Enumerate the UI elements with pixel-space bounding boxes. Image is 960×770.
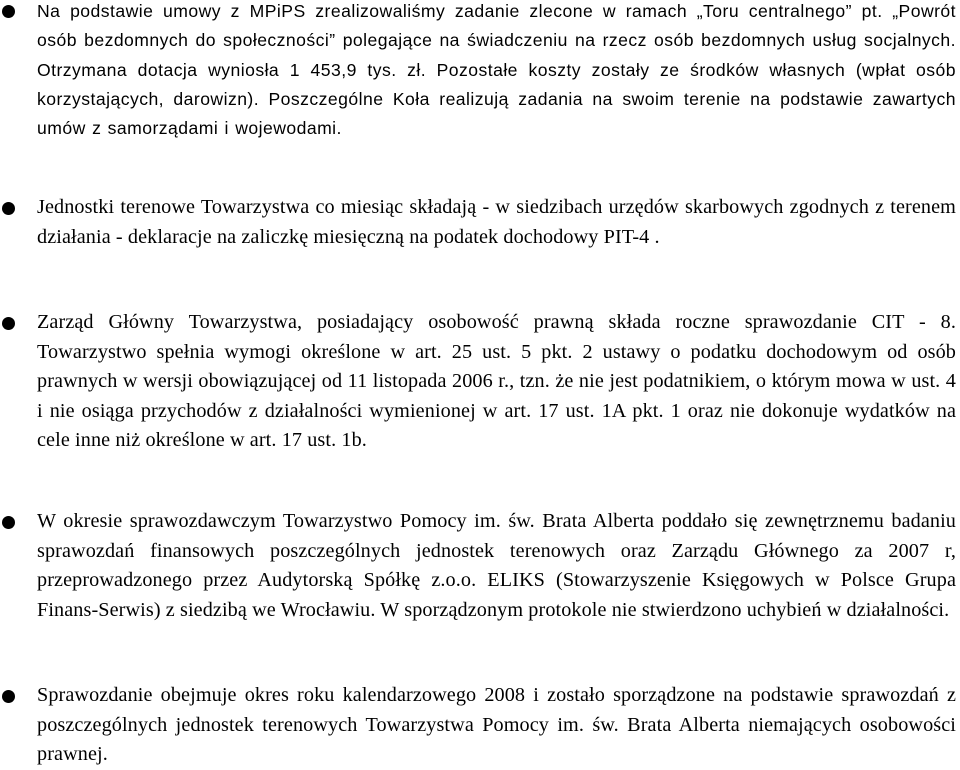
bullet-icon: [2, 516, 15, 529]
paragraph-text: Sprawozdanie obejmuje okres roku kalendarzowego 2008 i zostało sporządzone na podstawie sprawozdań z poszczególnych jednostek terenowych Towarzystwa Pomocy im. św. Brata Alberta niemających osobowości prawnej.: [37, 684, 956, 765]
bullet-icon: [2, 202, 15, 215]
bullet-icon: [2, 5, 15, 18]
bullet-icon: [2, 317, 15, 330]
paragraph-text: Zarząd Główny Towarzystwa, posiadający osobowość prawną składa roczne sprawozdanie CIT - 8. Towarzystwo spełnia wymogi określone w art. 25 ust. 5 pkt. 2 ustawy o podatku dochodowym od osób prawnych w wersji obowiązującej od 11 listopada 2006 r., tzn. że nie jest podatnikiem, o którym mowa w ust. 4 i nie osiąga przychodów z działalności wymienionej w art. 17 ust. 1A pkt. 1 oraz nie dokonuje wydatków na cele inne niż określone w art. 17 ust. 1b.: [37, 311, 956, 451]
paragraph-text: Na podstawie umowy z MPiPS zrealizowaliśmy zadanie zlecone w ramach „Toru centralnego” pt. „Powrót osób bezdomnych do społeczności” polegające na świadczeniu na rzecz osób bezdomnych usług socjalnych. Otrzymana dotacja wyniosła 1 453,9 tys. zł. Pozostałe koszty zostały ze środków własnych (wpłat osób korzystających, darowizn). Poszczególne Koła realizują zadania na swoim terenie na podstawie zawartych umów z samorządami i wojewodami.: [37, 1, 956, 139]
bullet-icon: [2, 690, 15, 703]
paragraph-text: Jednostki terenowe Towarzystwa co miesiąc składają - w siedzibach urzędów skarbowych zgodnych z terenem działania - deklaracje na zaliczkę miesięczną na podatek dochodowy PIT-4 .: [37, 196, 956, 248]
paragraph-text: W okresie sprawozdawczym Towarzystwo Pomocy im. św. Brata Alberta poddało się zewnętrznemu badaniu sprawozdań finansowych poszczególnych jednostek terenowych oraz Zarządu Głównego za 2007 r, przeprowadzonego przez Audytorską Spółkę z.o.o. ELIKS (Stowarzyszenie Księgowych w Polsce Grupa Finans-Serwis) z siedzibą we Wrocławiu. W sporządzonym protokole nie stwierdzono uchybień w działalności.: [37, 510, 956, 621]
